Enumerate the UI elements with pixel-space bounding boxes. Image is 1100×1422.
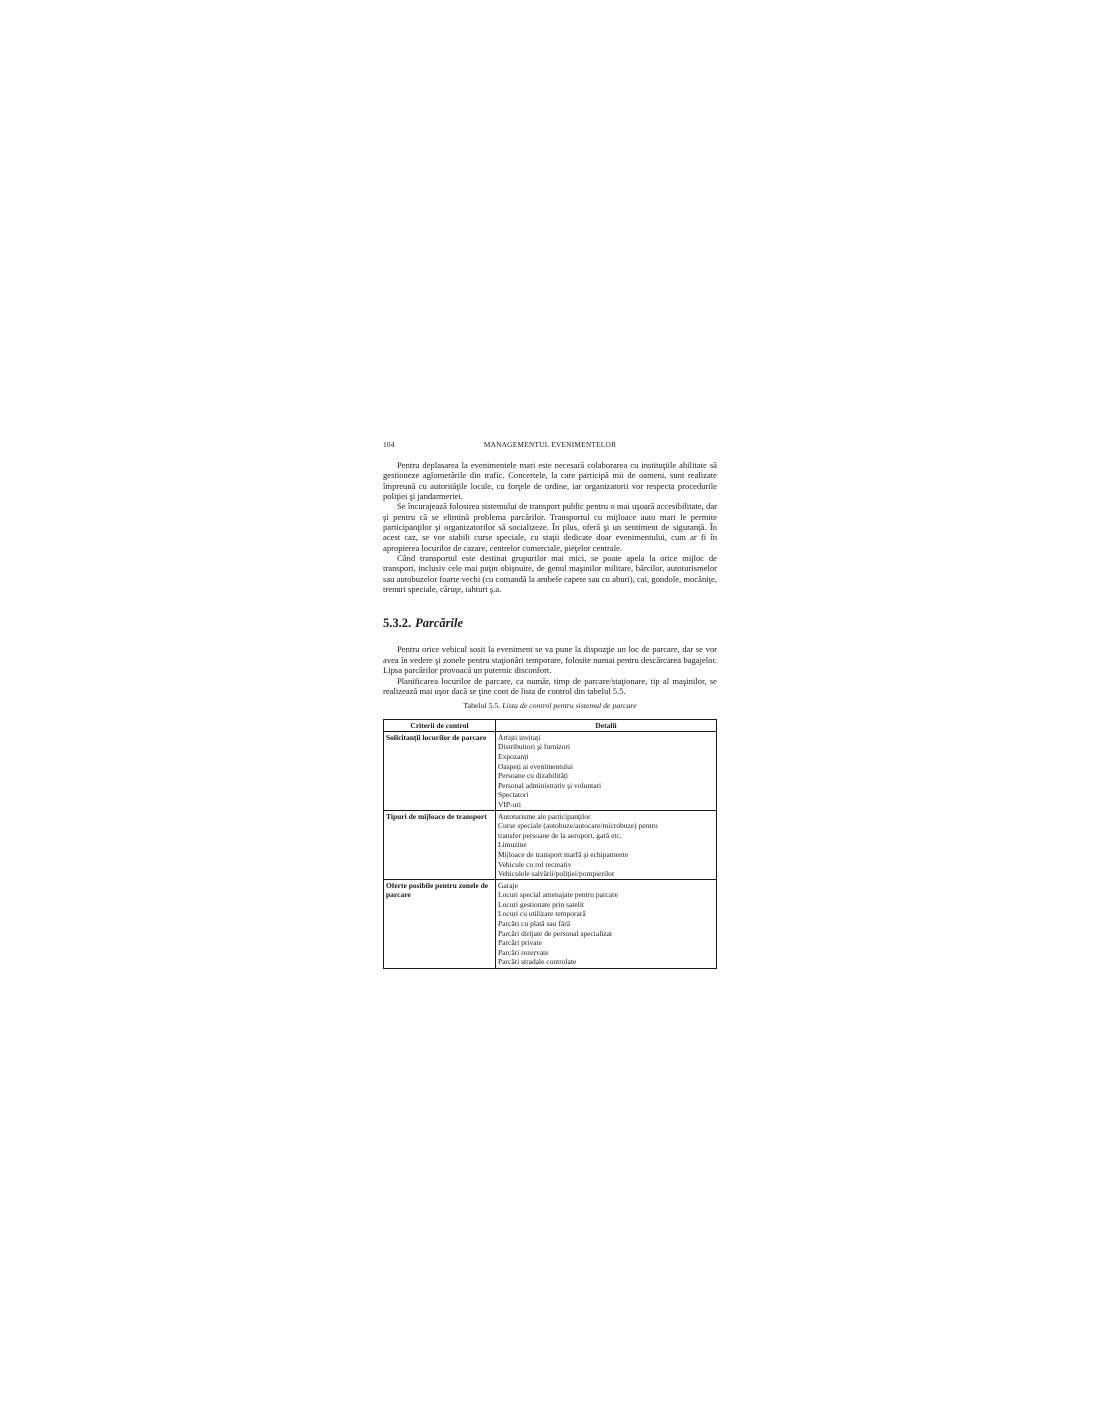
detail-item: transfer persoane de la aeroport, gară etc.: [498, 830, 622, 840]
section-text: [383, 644, 717, 696]
paragraph: Planificarea locurilor de parcare, ca număr, timp de parcare/staţionare, tip al maşinilor, se realizează mai uşor dacă se ţine cont de lista de control din tabelul 5.5.: [383, 675, 717, 696]
detail-item: Parcări stradale controlate: [498, 957, 577, 967]
paragraph: Pentru deplasarea la evenimentele mari este necesară colaborarea cu instituţiile abilitate să gestioneze aglomerările din trafic. Concertele, la care participă mii de oameni, sunt realizate împreună cu autorităţile locale, cu forţele de ordine, iar organizatorii vor respecta procedurile poliţiei şi jandarmeriei.: [383, 460, 717, 502]
table-row: [384, 811, 717, 880]
detail-item: Vehicule cu rol recreativ: [498, 859, 572, 869]
details-cell: [496, 732, 717, 811]
intro-text: [383, 460, 717, 594]
criteria-cell: Solicitanţii locurilor de parcare: [384, 732, 496, 811]
detail-item: Artişti invitaţi: [498, 732, 541, 742]
criteria-cell: Tipuri de mijloace de transport: [384, 811, 496, 880]
detail-item: Parcări dirijate de personal specializat: [498, 928, 613, 938]
detail-item: Garaje: [498, 880, 518, 890]
detail-item: Distribuitori şi furnizori: [498, 742, 571, 752]
paragraph: Pentru orice vehicul sosit la eveniment se va pune la dispozţie un loc de parcare, dar se vor avea în vedere şi zonele pentru staţionări temporare, folosite numai pentru descărcarea bagajelor. Lipsa parcărilor provoacă un puternic disconfort.: [383, 644, 717, 676]
detail-item: Expozanţi: [498, 751, 529, 761]
detail-item: Oaspeţi ai evenimentului: [498, 761, 573, 771]
book-page: [383, 438, 717, 969]
table-caption: [383, 701, 717, 711]
detail-item: Persoane cu dizabilităţi: [498, 771, 568, 781]
page-number: 104: [383, 440, 395, 449]
running-header: [383, 438, 717, 452]
table-caption-title: Lista de control pentru sistemul de parcare: [502, 701, 637, 711]
details-cell: [496, 880, 717, 968]
section-title: Parcările: [415, 616, 464, 631]
detail-item: Parcări cu plată sau fără: [498, 919, 571, 929]
detail-item: Personal administrativ şi voluntari: [498, 780, 602, 790]
detail-item: Locuri cu utilizare temporară: [498, 909, 586, 919]
paragraph: Când transportul este destinat grupurilor mai mici, se poate apela la orice mijloc de transport, inclusiv cele mai puţin obişnuite, de genul maşinilor militare, bărcilor, autoturismelor sau autobuzelor foarte vechi (cu comandă la ambele capete sau cu aburi), cai, gondole, mocăniţe, trenuri speciale, căruţe, iahturi ş.a.: [383, 553, 717, 595]
criteria-cell: Oferte posibile pentru zonele de parcare: [384, 880, 496, 968]
details-cell: [496, 811, 717, 880]
detail-item: Spectatori: [498, 790, 529, 800]
detail-item: Mijloace de transport marfă şi echipamente: [498, 849, 629, 859]
parking-control-table: [383, 719, 717, 968]
column-header-details: Detalii: [496, 720, 717, 732]
table-row: [384, 732, 717, 811]
detail-item: Vehiculele salvării/poliţiei/pompierilor: [498, 869, 615, 879]
detail-item: Autoturisme ale participanţilor: [498, 811, 591, 821]
section-heading: [383, 616, 717, 630]
detail-item: VIP-uri: [498, 799, 521, 809]
paragraph: Se încurajează folosirea sistemului de transport public pentru o mai uşoară accesibilitate, dar şi pentru că se elimină problema parcărilor. Transportul cu mijloace auto mari le permite participanţilor şi organizatorilor să socializeze. În plus, oferă şi un sentiment de siguranţă. În acest caz, se vor stabili curse speciale, cu staţii dedicate doar evenimentului, cum ar fi în apropierea locurilor de cazare, centrelor comerciale, pieţelor centrale.: [383, 501, 717, 553]
detail-item: Parcări private: [498, 938, 542, 948]
detail-item: Limuzine: [498, 840, 527, 850]
detail-item: Parcări rezervate: [498, 947, 549, 957]
table-header-row: [384, 720, 717, 732]
book-title: MANAGEMENTUL EVENIMENTELOR: [483, 440, 617, 449]
detail-item: Locuri gestionate prin satelit: [498, 899, 585, 909]
detail-item: Locuri special amenajate pentru parcare: [498, 890, 618, 900]
section-number: 5.3.2.: [383, 616, 412, 631]
detail-item: Curse speciale (autobuze/autocare/microbuze) pentru: [498, 821, 658, 831]
table-caption-label: Tabelul 5.5.: [463, 701, 501, 711]
table-row: [384, 880, 717, 968]
column-header-criteria: Criterii de control: [384, 720, 496, 732]
